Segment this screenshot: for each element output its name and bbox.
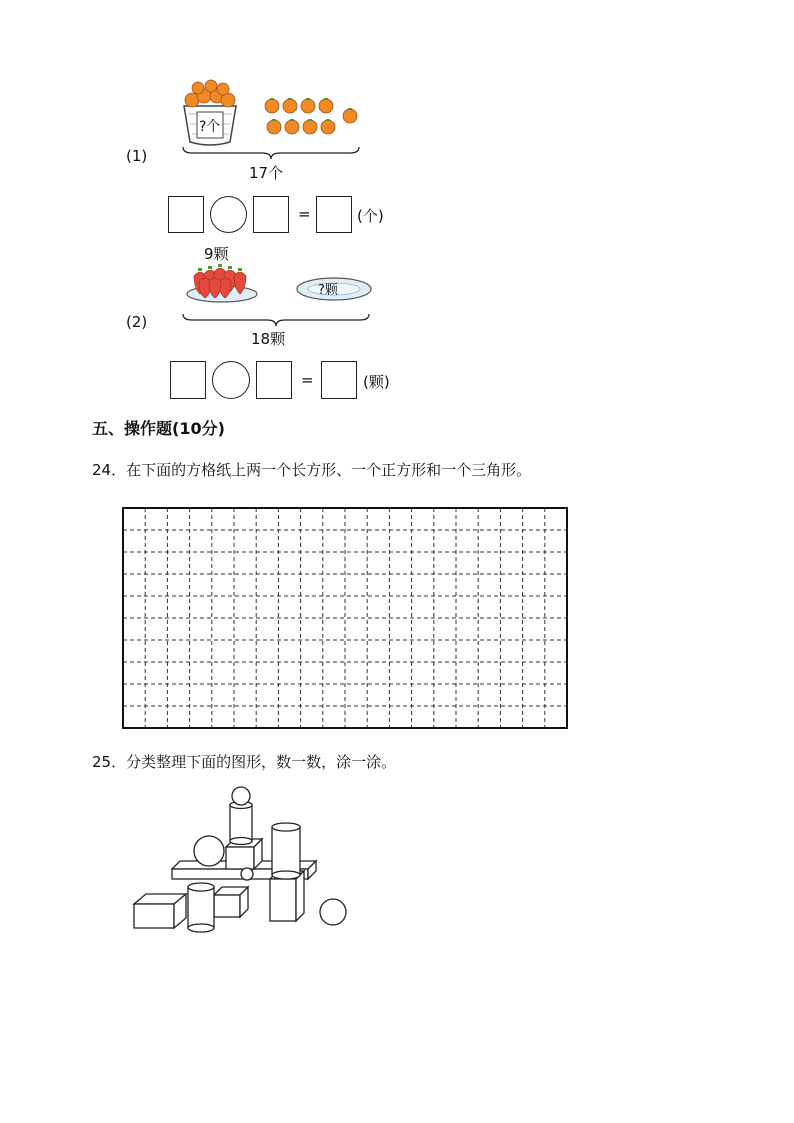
answer-box-2c[interactable] [321, 361, 357, 399]
question-24-text: 24．在下面的方格纸上两一个长方形、一个正方形和一个三角形。 [92, 461, 532, 479]
sphere-right [320, 899, 346, 925]
problem-1-label: (1) [126, 147, 148, 165]
square-grid-paper[interactable] [122, 507, 568, 729]
unit-label-2: (颗) [363, 373, 390, 391]
total-label-1: 17个 [249, 164, 284, 182]
answer-box-1c[interactable] [316, 196, 352, 233]
cylinder-tall [272, 823, 300, 879]
total-brace-2 [182, 313, 370, 327]
basket-tag: ?个 [199, 119, 221, 135]
sphere-small-mid [241, 868, 253, 880]
total-brace-1 [182, 146, 360, 160]
operator-circle-1[interactable] [210, 196, 247, 233]
oranges-icon [264, 94, 360, 140]
cuboid-left [134, 894, 186, 928]
cylinder-top [230, 802, 252, 845]
strawberry-plate-icon [186, 262, 258, 304]
plate-right-label: ?颗 [318, 283, 338, 298]
orange-basket-icon [180, 78, 240, 148]
section-5-title: 五、操作题(10分) [92, 419, 225, 438]
operator-circle-2[interactable] [212, 361, 250, 399]
problem-2-label: (2) [126, 313, 148, 331]
plate-left-label: 9颗 [204, 245, 229, 263]
sphere-top [232, 787, 250, 805]
unit-label-1: (个) [357, 207, 384, 225]
sphere-large [194, 836, 224, 866]
answer-box-2a[interactable] [170, 361, 206, 399]
cylinder-short [188, 883, 214, 932]
equals-sign-1: = [298, 205, 311, 223]
cube-small [214, 887, 248, 917]
solid-shapes-figure [130, 785, 360, 935]
answer-box-1a[interactable] [168, 196, 204, 233]
answer-box-1b[interactable] [253, 196, 289, 233]
question-25-text: 25．分类整理下面的图形，数一数，涂一涂。 [92, 753, 397, 771]
equals-sign-2: = [301, 371, 314, 389]
answer-box-2b[interactable] [256, 361, 292, 399]
total-label-2: 18颗 [251, 330, 286, 348]
